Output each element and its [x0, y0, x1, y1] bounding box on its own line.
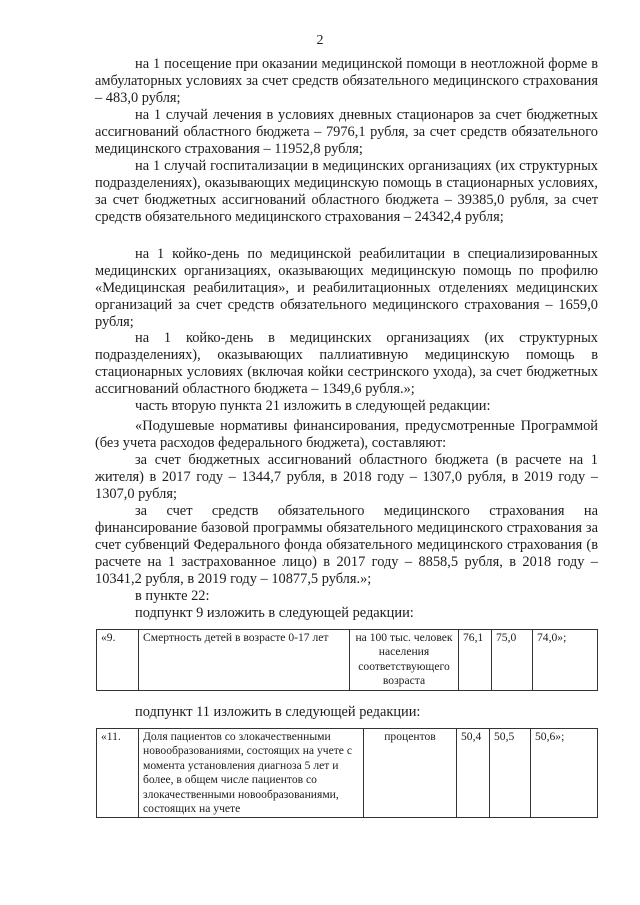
table-row	[97, 630, 598, 691]
table-subitem-11	[96, 728, 598, 818]
table-cell-2018: 75,0	[492, 630, 533, 691]
table-cell-2018: 50,5	[490, 729, 531, 818]
paragraph-regional-budget: за счет бюджетных ассигнований областного бюджета (в расчете на 1 жителя) в 2017 году – 1344,7 рубля, в 2018 году – 1307,0 рубля, в 2019 году – 1307,0 рубля;	[95, 452, 598, 502]
table-cell-unit: процентов	[364, 729, 457, 818]
paragraph-part-two-intro: часть вторую пункта 21 изложить в следующей редакции:	[135, 398, 491, 414]
paragraph-compulsory-insurance: за счет средств обязательного медицинского страхования на финансирование базовой программы обязательного медицинского страхования за счет субвенций Федерального фонда обязательного медицинского страхования (в расчете на 1 застрахованное лицо) в 2017 году – 8858,5 рубля, в 2018 году – 10341,2 рубля, в 2019 году – 10877,5 рубля.»;	[95, 503, 598, 587]
table-cell-2019: 74,0»;	[533, 630, 598, 691]
paragraph-per-capita-norms: «Подушевые нормативы финансирования, предусмотренные Программой (без учета расходов федерального бюджета), составляют:	[95, 418, 598, 451]
paragraph-subitem-9: подпункт 9 изложить в следующей редакции:	[135, 605, 414, 621]
page-number: 2	[316, 33, 324, 48]
table-cell-2017: 50,4	[457, 729, 490, 818]
paragraph-palliative: на 1 койко-день в медицинских организациях (их структурных подразделениях), оказывающих паллиативную медицинскую помощь в стационарных условиях (включая койки сестринского ухода), за счет бюджетных ассигнований областного бюджета – 1349,6 рубля.»;	[95, 330, 598, 397]
paragraph-emergency-visit: на 1 посещение при оказании медицинской помощи в неотложной форме в амбулаторных условиях за счет средств обязательного медицинского страхования – 483,0 рубля;	[95, 56, 598, 106]
paragraph-rehabilitation: на 1 койко-день по медицинской реабилитации в специализированных медицинских организациях, оказывающих медицинскую помощь по профилю «Медицинская реабилитация», и реабилитационных отделениях медицинских организаций за счет средств обязательного медицинского страхования – 1659,0 рубля;	[95, 246, 598, 330]
table-row	[97, 729, 598, 818]
table-cell-indicator: Доля пациентов со злокачественными новообразованиями, состоящих на учете с момента установления диагноза 5 лет и более, в общем числе пациентов со злокачественными новообразованиями, состоящих на учете	[139, 729, 364, 818]
table-cell-2019: 50,6»;	[531, 729, 598, 818]
table-cell-indicator: Смертность детей в возрасте 0-17 лет	[139, 630, 350, 691]
table-subitem-9	[96, 629, 598, 691]
paragraph-subitem-11: подпункт 11 изложить в следующей редакции:	[135, 704, 421, 720]
paragraph-day-hospital: на 1 случай лечения в условиях дневных стационаров за счет бюджетных ассигнований областного бюджета – 7976,1 рубля, за счет средств обязательного медицинского страхования – 11952,8 рубля;	[95, 107, 598, 157]
table-cell-2017: 76,1	[459, 630, 492, 691]
paragraph-item-22: в пункте 22:	[135, 588, 210, 604]
table-cell-number: «9.	[97, 630, 139, 691]
table-cell-number: «11.	[97, 729, 139, 818]
table-cell-unit: на 100 тыс. человек населения соответствующего возраста	[350, 630, 459, 691]
paragraph-hospitalization: на 1 случай госпитализации в медицинских организациях (их структурных подразделениях), оказывающих медицинскую помощь в стационарных условиях, за счет бюджетных ассигнований областного бюджета – 39385,0 рубля, за счет средств обязательного медицинского страхования – 24342,4 рубля;	[95, 158, 598, 225]
